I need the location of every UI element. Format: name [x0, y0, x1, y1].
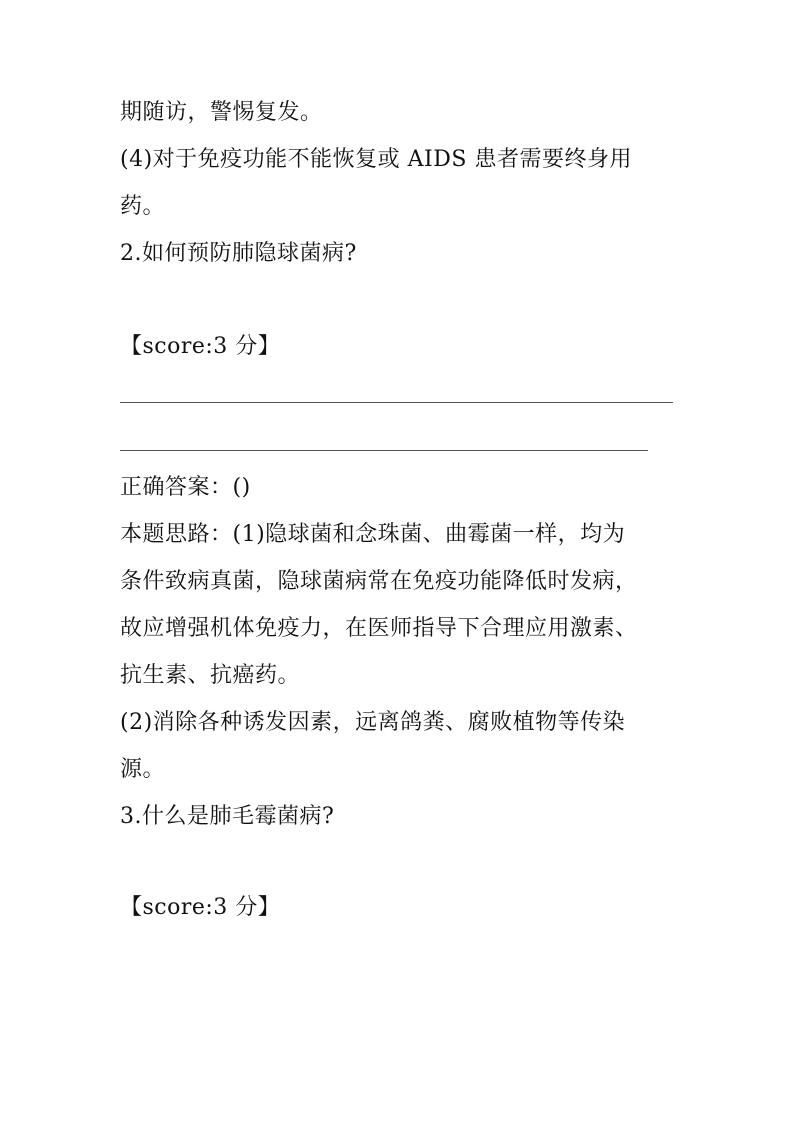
- text-line-item-4: (4)对于免疫功能不能恢复或 AIDS 患者需要终身用: [120, 147, 632, 172]
- reasoning-line-6: 源。: [120, 757, 166, 782]
- score-label-q3: 【score:3 分】: [120, 895, 281, 920]
- answer-blank-line-2: [120, 450, 648, 451]
- score-label-q2: 【score:3 分】: [120, 334, 281, 359]
- reasoning-line-4: 抗生素、抗癌药。: [120, 663, 301, 688]
- reasoning-line-1: 本题思路：(1)隐球菌和念珠菌、曲霉菌一样，均为: [120, 522, 626, 547]
- text-line-item-4-cont: 药。: [120, 194, 166, 219]
- text-line-follow-up: 期随访，警惕复发。: [120, 100, 323, 125]
- reasoning-line-3: 故应增强机体免疫力，在医师指导下合理应用激素、: [120, 616, 638, 641]
- correct-answer-label: 正确答案：(): [120, 475, 251, 500]
- question-3: 3.什么是肺毛霉菌病?: [120, 804, 335, 829]
- question-2: 2.如何预防肺隐球菌病?: [120, 241, 357, 266]
- answer-blank-line-1: [120, 402, 673, 403]
- reasoning-line-2: 条件致病真菌，隐球菌病常在免疫功能降低时发病，: [120, 569, 638, 594]
- reasoning-line-5: (2)消除各种诱发因素，远离鸽粪、腐败植物等传染: [120, 710, 626, 735]
